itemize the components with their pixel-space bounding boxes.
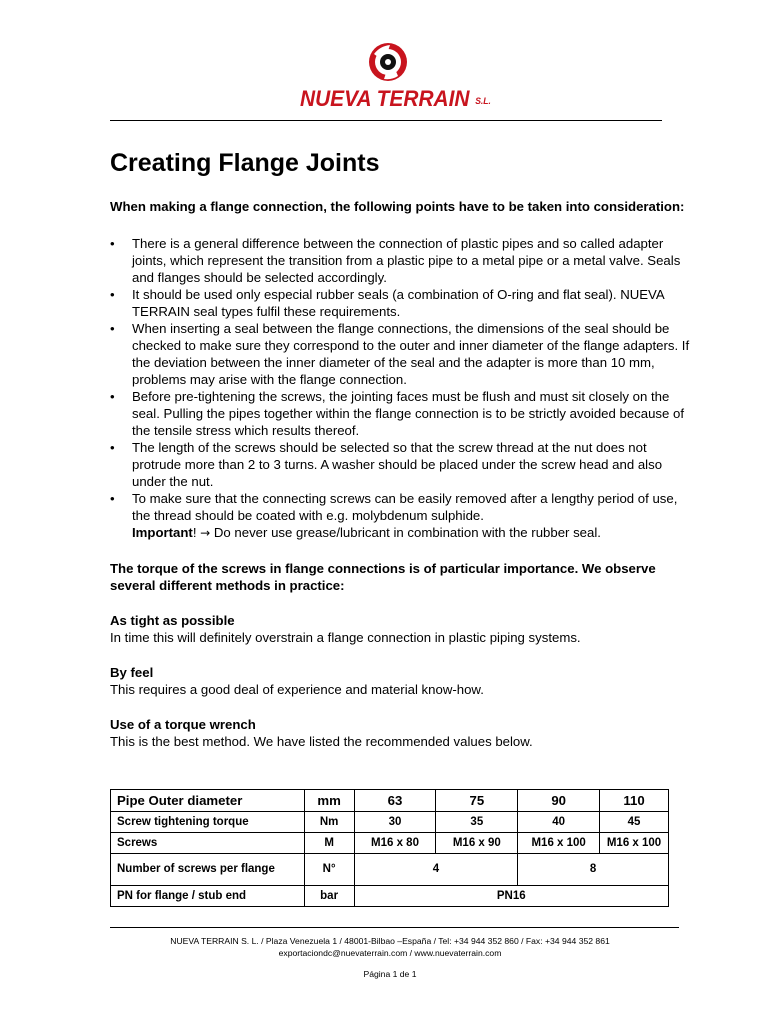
method-title: As tight as possible: [110, 613, 235, 628]
table-cell: 40: [518, 812, 600, 833]
footer: [90, 935, 690, 959]
table-cell: Pipe Outer diameter: [111, 790, 305, 812]
intro-text: When making a flange connection, the following points have to be taken into consideration:: [110, 199, 685, 214]
table-cell: M16 x 100: [600, 833, 669, 854]
footer-contact: exportaciondc@nuevaterrain.com / www.nuevaterrain.com: [278, 948, 502, 958]
table-cell: mm: [304, 790, 354, 812]
arrow-right-icon: →: [200, 526, 211, 540]
table-cell: PN for flange / stub end: [111, 886, 305, 907]
table-cell: 90: [518, 790, 600, 812]
list-item: • There is a general difference between the connection of plastic pipes and so called adapter joints, which represent the transition from a plastic pipe to a metal pipe or a metal valve. Seals and flanges should be selected accordingly.: [110, 236, 681, 285]
list-item: • When inserting a seal between the flange connections, the dimensions of the seal should be checked to make sure they correspond to the outer and inner diameter of the flange adapters. If the deviation between the inner diameter of the seal and the adapter is more than 10 mm, problems may arise with the flange connection.: [110, 321, 690, 387]
table-cell: M: [304, 833, 354, 854]
list-item: • Before pre-tightening the screws, the jointing faces must be flush and must sit closely on the seal. Pulling the pipes together within the flange connection is to be strictly avoided because of the tensile stress which results thereof.: [110, 389, 685, 438]
torque-table: [110, 789, 669, 907]
table-cell: 30: [354, 812, 436, 833]
logo-emblem-icon: [368, 42, 408, 82]
table-cell: Screws: [111, 833, 305, 854]
company-logo: [300, 42, 510, 114]
list-item: • To make sure that the connecting screws can be easily removed after a lengthy period of use, the thread should be coated with e.g. molybdenum sulphide. Important! → Do never use grease/lubricant in combination with the rubber seal.: [110, 491, 678, 540]
table-cell: 4: [354, 854, 518, 886]
table-cell: 45: [600, 812, 669, 833]
table-row: [111, 790, 669, 812]
table-cell: Number of screws per flange: [111, 854, 305, 886]
table-cell: Screw tightening torque: [111, 812, 305, 833]
table-row: [111, 886, 669, 907]
list-item: • It should be used only especial rubber seals (a combination of O-ring and flat seal). NUEVA TERRAIN seal types fulfil these requirements.: [110, 287, 664, 319]
table-cell: 75: [436, 790, 518, 812]
page-number: Página 1 de 1: [363, 969, 417, 979]
table-cell: 110: [600, 790, 669, 812]
table-cell: PN16: [354, 886, 668, 907]
document-body: [110, 148, 690, 768]
method-desc: In time this will definitely overstrain a flange connection in plastic piping systems.: [110, 630, 581, 645]
table-cell: 8: [518, 854, 669, 886]
brand-name: NUEVA TERRAIN S.L.: [300, 86, 491, 111]
method-title: By feel: [110, 665, 154, 680]
table-cell: M16 x 80: [354, 833, 436, 854]
table-cell: 63: [354, 790, 436, 812]
table-cell: M16 x 100: [518, 833, 600, 854]
method-desc: This requires a good deal of experience and material know-how.: [110, 682, 484, 697]
torque-heading: The torque of the screws in flange connections is of particular importance. We observe several different methods in practice:: [110, 561, 656, 593]
table-row: [111, 833, 669, 854]
footer-divider: [110, 927, 679, 928]
table-cell: M16 x 90: [436, 833, 518, 854]
table-cell: 35: [436, 812, 518, 833]
list-item: • The length of the screws should be selected so that the screw thread at the nut does not protrude more than 2 to 3 turns. A washer should be placed under the screw head and also under the nut.: [110, 440, 663, 489]
footer-address: NUEVA TERRAIN S. L. / Plaza Venezuela 1 / 48001-Bilbao –España / Tel: +34 944 352 860 / Fax: +34 944 352 861: [170, 936, 610, 946]
header-divider: [110, 120, 662, 121]
table-row: [111, 854, 669, 886]
points-list: [110, 235, 690, 542]
important-label: Important: [132, 525, 193, 540]
table-cell: Nm: [304, 812, 354, 833]
method-title: Use of a torque wrench: [110, 717, 256, 732]
page-title: Creating Flange Joints: [110, 149, 380, 177]
table-cell: N°: [304, 854, 354, 886]
table-row: [111, 812, 669, 833]
table-cell: bar: [304, 886, 354, 907]
method-desc: This is the best method. We have listed the recommended values below.: [110, 734, 533, 749]
